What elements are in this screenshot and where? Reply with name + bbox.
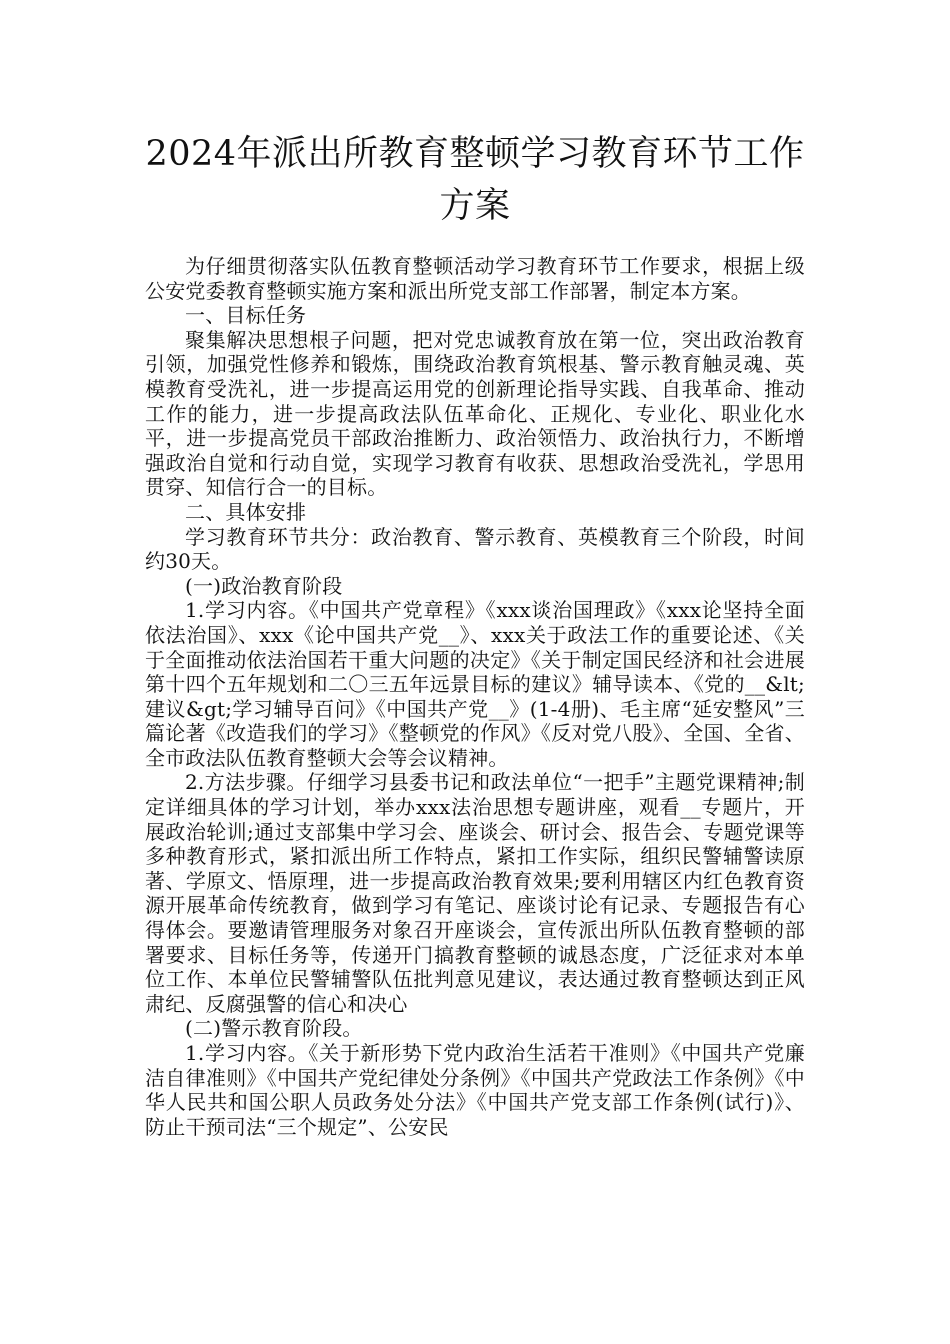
warning-content-paragraph: 1.学习内容。《关于新形势下党内政治生活若干准则》《中国共产党廉洁自律准则》《中国共产党纪律处分条例》《中国共产党政法工作条例》《中华人民共和国公职人员政务处分法》《中国共产党支部工作条例(试行)》、防止干预司法“三个规定”、公安民 [145,1041,805,1139]
subsection-heading-warning: (二)警示教育阶段。 [185,1016,363,1041]
section-heading-goals: 一、目标任务 [185,303,307,328]
subsection-heading-political: (一)政治教育阶段 [185,573,343,598]
intro-paragraph: 为仔细贯彻落实队伍教育整顿活动学习教育环节工作要求，根据上级公安党委教育整顿实施方案和派出所党支部工作部署，制定本方案。 [145,254,805,303]
section-heading-arrangement: 二、具体安排 [185,499,307,524]
political-method-paragraph: 2.方法步骤。仔细学习县委书记和政法单位“一把手”主题党课精神;制定详细具体的学习计划，举办xxx法治思想专题讲座，观看__专题片，开展政治轮训;通过支部集中学习会、座谈会、研讨会、报告会、专题党课等多种教育形式，紧扣派出所工作特点，紧扣工作实际，组织民警辅警读原著、学原文、悟原理，进一步提高政治教育效果;要利用辖区内红色教育资源开展革命传统教育，做到学习有笔记、座谈讨论有记录、专题报告有心得体会。要邀请管理服务对象召开座谈会，宣传派出所队伍教育整顿的部署要求、目标任务等，传递开门搞教育整顿的诚恳态度，广泛征求对本单位工作、本单位民警辅警队伍批判意见建议，表达通过教育整顿达到正风肃纪、反腐强警的信心和决心 [145,770,805,1016]
document-body [145,254,805,1139]
goals-paragraph: 聚集解决思想根子问题，把对党忠诚教育放在第一位，突出政治教育引领，加强党性修养和锻炼，围绕政治教育筑根基、警示教育触灵魂、英模教育受洗礼，进一步提高运用党的创新理论指导实践、自我革命、推动工作的能力，进一步提高政法队伍革命化、正规化、专业化、职业化水平，进一步提高党员干部政治推断力、政治领悟力、政治执行力，不断增强政治自觉和行动自觉，实现学习教育有收获、思想政治受洗礼，学思用贯穿、知信行合一的目标。 [145,327,805,500]
document-title: 2024年派出所教育整顿学习教育环节工作方案 [145,134,805,226]
political-content-paragraph: 1.学习内容。《中国共产党章程》《xxx谈治国理政》《xxx论坚持全面依法治国》、xxx《论中国共产党__》、xxx关于政法工作的重要论述、《关于全面推动依法治国若干重大问题的决定》《关于制定国民经济和社会进展第十四个五年规划和二〇三五年远景目标的建议》辅导读本、《党的__&lt;建议&gt;学习辅导百问》《中国共产党__》(1-4册)、毛主席“延安整风”三篇论著《改造我们的学习》《整顿党的作风》《反对党八股》、全国、全省、全市政法队伍教育整顿大会等会议精神。 [145,598,805,770]
document-page [145,128,805,1139]
arrangement-paragraph: 学习教育环节共分：政治教育、警示教育、英模教育三个阶段，时间约30天。 [145,524,805,574]
